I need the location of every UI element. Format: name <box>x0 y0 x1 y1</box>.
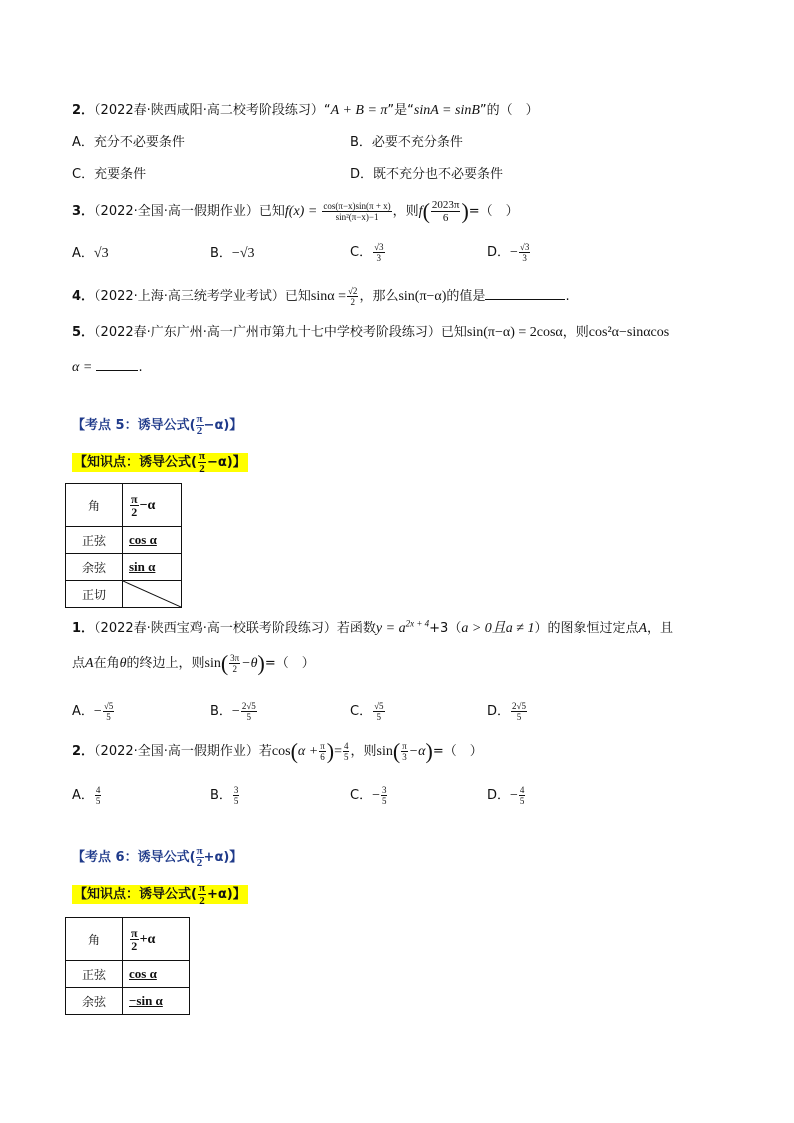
diagonal-line <box>123 581 181 607</box>
option-b: B．−√3 <box>210 246 255 261</box>
option-c: C． $\frac{√3}{3}$ <box>350 242 384 263</box>
question-5: 5．（2022春·广东广州·高一广州市第九十七中学校考阶段练习）已知sin(π−α) = 2cosα，则cos²α−sinαcos <box>72 325 670 340</box>
question-3: 3．（2022·全国·高一假期作业）已知f(x) = $\frac{\cos(\pi-x)\sin(\pi + x)}{\text{sin²(π−x)−1}}$ ，则f( $\frac{2023\pi}{6}$ )=（ ） <box>72 198 519 224</box>
knowledge-point-kp5: 【知识点：诱导公式( $\frac{\pi}{2}$ −α)】 <box>74 450 246 475</box>
option-a: A． $\frac{4}{5}$ <box>72 785 101 806</box>
option-a: A．充分不必要条件 <box>72 135 185 150</box>
question-5-line2: α = . <box>72 356 143 377</box>
option-c: C．− $\frac{3}{5}$ <box>350 785 387 806</box>
option-a: A．− $\frac{√5}{5}$ <box>72 701 114 722</box>
formula-table-kp5: 角 $\frac{\pi}{2}$ −α 正弦 cos α 余弦 sin α 正切 <box>65 483 182 608</box>
kp5-question-1-line2: 点A在角θ的终边上，则sin( $\frac{3\pi}{2}$ −θ)=（ ） <box>72 650 315 676</box>
option-d: D．− $\frac{4}{5}$ <box>487 785 525 806</box>
section-title-kp6: 【考点 6：诱导公式( $\frac{\pi}{2}$ +α)】 <box>72 845 243 869</box>
question-4: 4．（2022·上海·高三统考学业考试）已知sinα = $\frac{√2}{2}$ ，那么sin(π−α)的值是 . <box>72 286 570 307</box>
option-c: C． $\frac{√5}{5}$ <box>350 701 384 722</box>
option-b: B． $\frac{3}{5}$ <box>210 785 239 806</box>
option-b: B．必要不充分条件 <box>350 135 463 150</box>
answer-blank[interactable] <box>485 285 565 300</box>
fraction: $\frac{\cos(\pi-x)\sin(\pi + x)}{\text{sin²(π−x)−1}}$ <box>323 201 391 222</box>
option-c: C．充要条件 <box>72 167 147 182</box>
diagonal-cell <box>123 581 182 608</box>
kp5-question-2: 2．（2022·全国·高一假期作业）若cos(α + $\frac{\pi}{6}$ )= $\frac{4}{5}$ ，则sin( $\frac{\pi}{3}$ −α)=（ ） <box>72 738 483 764</box>
section-title-kp5: 【考点 5：诱导公式( $\frac{\pi}{2}$ −α)】 <box>72 413 243 437</box>
knowledge-point-kp6: 【知识点：诱导公式( $\frac{\pi}{2}$ +α)】 <box>74 882 246 907</box>
option-a: A．√3 <box>72 246 109 261</box>
kp5-question-1: 1．（2022春·陕西宝鸡·高一校联考阶段练习）若函数$y = a^{2x + 4}+3(a > 0$且a ≠ 1）的图象恒过定点A，且 <box>72 618 674 636</box>
question-2: 2．（2022春·陕西咸阳·高二校考阶段练习）“A + B = π”是“sinA = sinB”的（ ） <box>72 103 539 118</box>
option-d: D．− $\frac{√3}{3}$ <box>487 242 530 263</box>
formula-table-kp6: 角 $\frac{\pi}{2}$ +α 正弦 cos α 余弦 −sin α <box>65 917 190 1015</box>
answer-blank[interactable] <box>96 356 138 371</box>
option-b: B．− $\frac{2√5}{5}$ <box>210 701 256 722</box>
option-d: D．既不充分也不必要条件 <box>350 167 504 182</box>
option-d: D． $\frac{2√5}{5}$ <box>487 701 526 722</box>
